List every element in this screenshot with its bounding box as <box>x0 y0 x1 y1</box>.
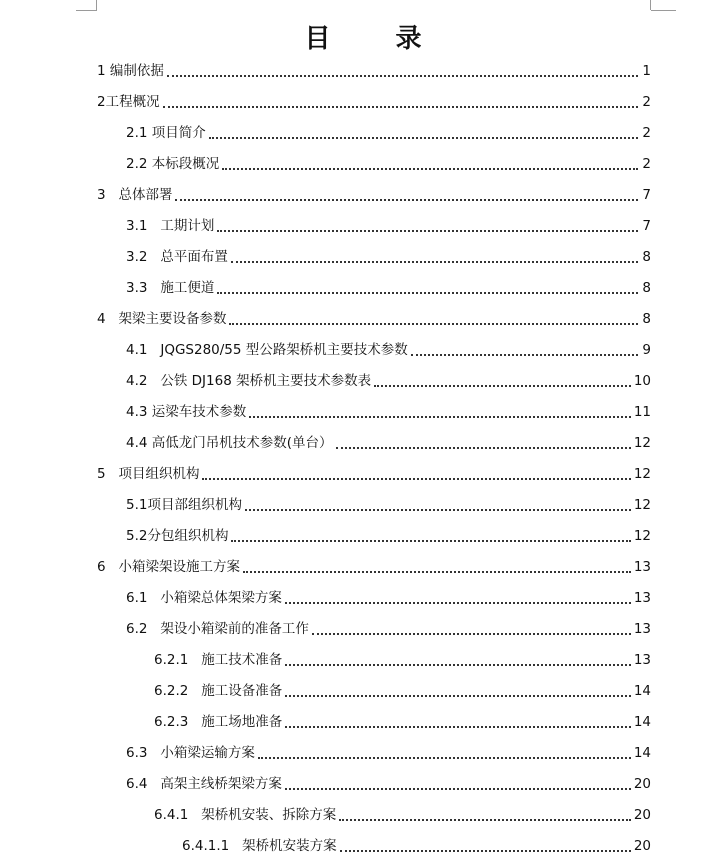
leader-dots <box>285 788 631 790</box>
leader-dots <box>336 447 631 449</box>
leader-dots <box>175 199 638 201</box>
toc-entry[interactable]: 4 架梁主要设备参数 8 <box>97 311 651 327</box>
leader-dots <box>340 850 631 852</box>
leader-dots <box>339 819 631 821</box>
toc-entry[interactable]: 6.2.2 施工设备准备 14 <box>154 683 651 699</box>
leader-dots <box>411 354 638 356</box>
leader-dots <box>202 478 630 480</box>
toc-entry[interactable]: 6.4 高架主线桥架梁方案 20 <box>126 776 651 792</box>
leader-dots <box>209 137 638 139</box>
toc-entry[interactable]: 6.1 小箱梁总体架梁方案 13 <box>126 590 651 606</box>
leader-dots <box>163 106 638 108</box>
toc-entry[interactable]: 1 编制依据 1 <box>97 63 651 79</box>
toc-entry[interactable]: 4.2 公铁 DJ168 架桥机主要技术参数表 10 <box>126 373 651 389</box>
toc-entry[interactable]: 2 工程概况 2 <box>97 94 651 110</box>
toc-entry[interactable]: 4.3 运梁车技术参数 11 <box>126 404 651 420</box>
leader-dots <box>229 323 638 325</box>
corner-mark-left-h <box>76 10 97 11</box>
toc-entry[interactable]: 6.2.3 施工场地准备 14 <box>154 714 651 730</box>
toc-entry[interactable]: 3.1 工期计划 7 <box>126 218 651 234</box>
toc-entry[interactable]: 6.2 架设小箱梁前的准备工作 13 <box>126 621 651 637</box>
toc-entry[interactable]: 6.3 小箱梁运输方案 14 <box>126 745 651 761</box>
toc-entry[interactable]: 2.2 本标段概况 2 <box>126 156 651 172</box>
toc-entry[interactable]: 6.4.1.1 架桥机安装方案 20 <box>182 838 651 854</box>
leader-dots <box>231 540 630 542</box>
toc-entry[interactable]: 3.2 总平面布置 8 <box>126 249 651 265</box>
leader-dots <box>258 757 631 759</box>
leader-dots <box>245 509 631 511</box>
toc-entry[interactable]: 5.2 分包组织机构 12 <box>126 528 651 544</box>
leader-dots <box>217 292 638 294</box>
toc-entry[interactable]: 6.2.1 施工技术准备 13 <box>154 652 651 668</box>
page-title: 目 录 <box>304 24 450 54</box>
toc-entry[interactable]: 6 小箱梁架设施工方案 13 <box>97 559 651 575</box>
toc-entry[interactable]: 6.4.1 架桥机安装、拆除方案 20 <box>154 807 651 823</box>
toc-entry[interactable]: 3.3 施工便道 8 <box>126 280 651 296</box>
toc-entry[interactable]: 5.1 项目部组织机构 12 <box>126 497 651 513</box>
toc-entry[interactable]: 4.1 JQGS280/55 型公路架桥机主要技术参数 9 <box>126 342 651 358</box>
leader-dots <box>374 385 631 387</box>
leader-dots <box>285 664 631 666</box>
leader-dots <box>167 75 638 77</box>
leader-dots <box>312 633 631 635</box>
toc-entry[interactable]: 5 项目组织机构 12 <box>97 466 651 482</box>
leader-dots <box>222 168 638 170</box>
leader-dots <box>249 416 631 418</box>
leader-dots <box>285 602 631 604</box>
corner-mark-left <box>96 0 97 10</box>
corner-mark-right-h <box>651 10 676 11</box>
leader-dots <box>285 695 631 697</box>
corner-mark-right <box>650 0 651 10</box>
leader-dots <box>217 230 638 232</box>
leader-dots <box>243 571 631 573</box>
leader-dots <box>285 726 631 728</box>
toc-entry[interactable]: 2.1 项目简介 2 <box>126 125 651 141</box>
leader-dots <box>231 261 638 263</box>
toc-entry[interactable]: 3 总体部署 7 <box>97 187 651 203</box>
toc-entry[interactable]: 4.4 高低龙门吊机技术参数(单台） 12 <box>126 435 651 451</box>
